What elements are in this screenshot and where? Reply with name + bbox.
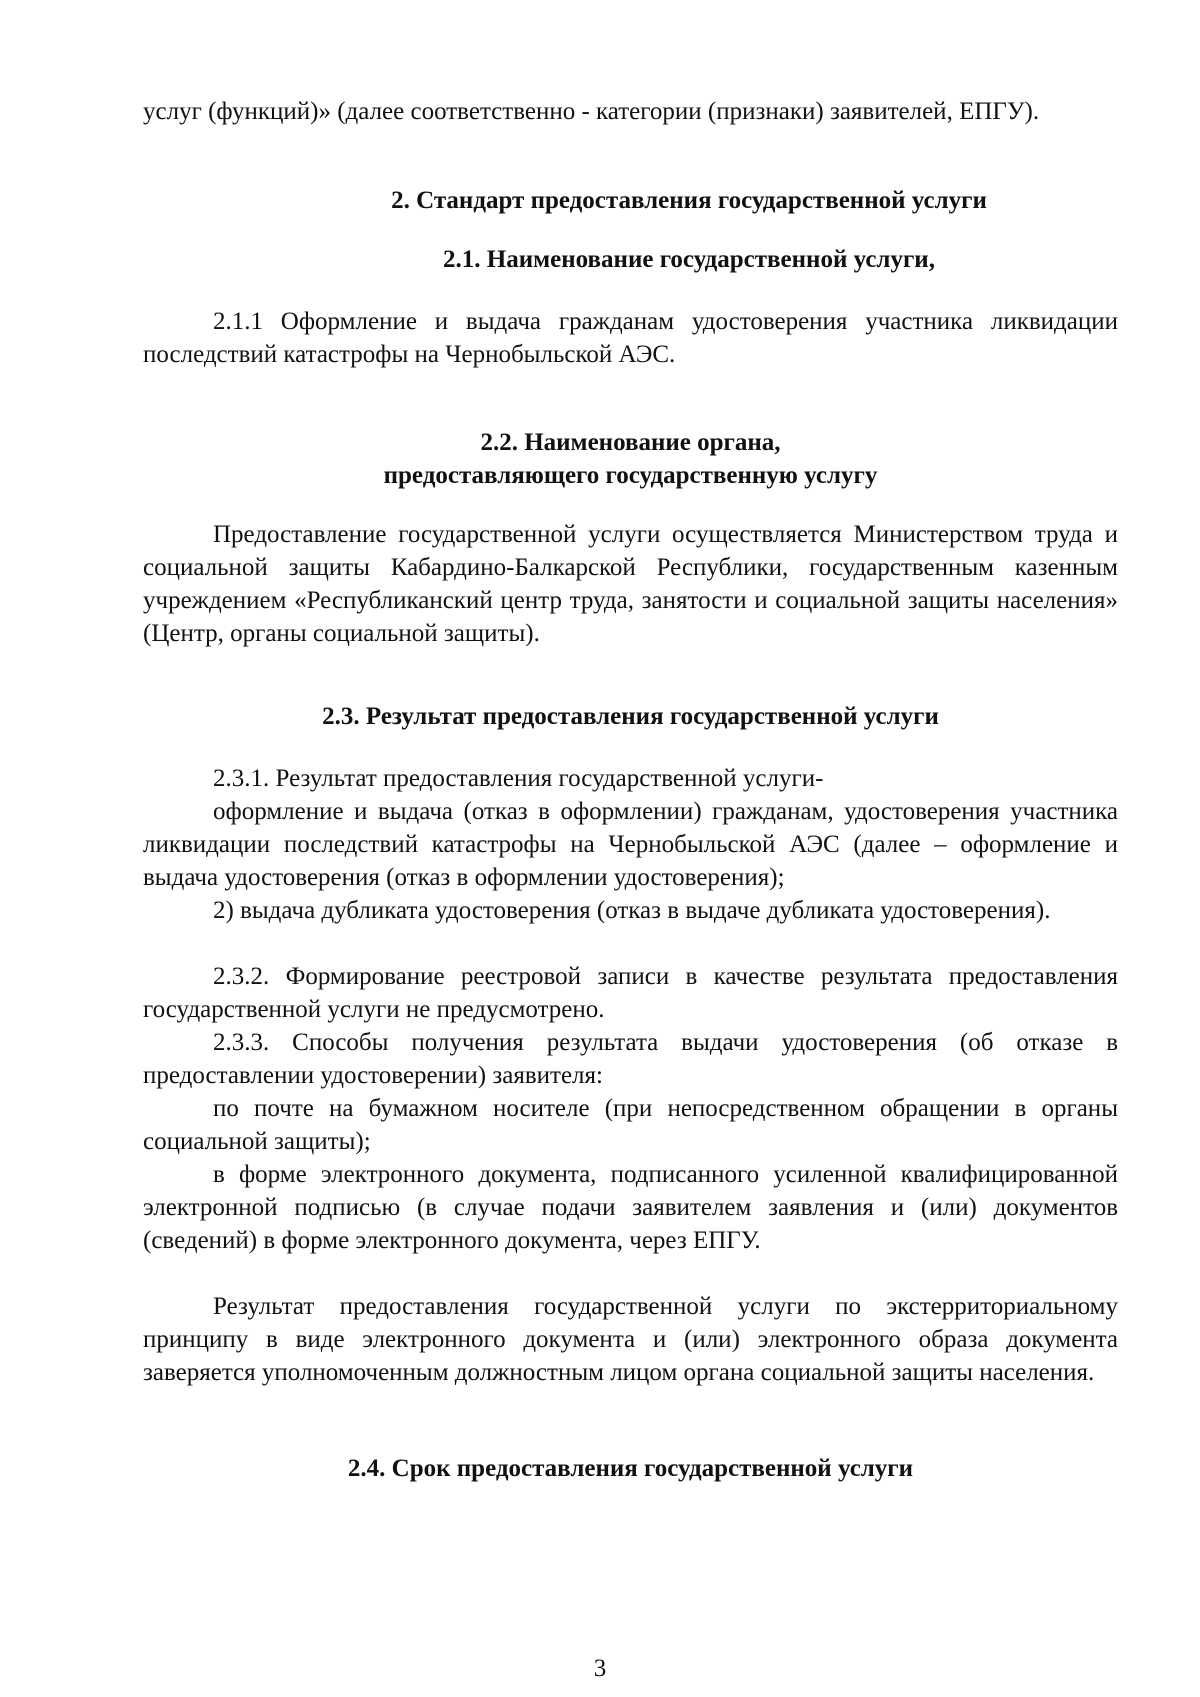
paragraph-2-3-2: 2.3.2. Формирование реестровой записи в качестве результата предоставления государственной услуги не предусмотрено. bbox=[143, 963, 1118, 1023]
section-2-2-heading-line2: предоставляющего государственную услугу bbox=[383, 462, 878, 489]
paragraph-2-2: Предоставление государственной услуги осуществляется Министерством труда и социальной защиты Кабардино-Балкарской Республики, государственным казенным учреждением «Республиканский центр труда, занятости и социальной защиты населения» (Центр, органы социальной защиты). bbox=[143, 521, 1118, 647]
paragraph-2-3-1-item1: оформление и выдача (отказ в оформлении) гражданам, удостоверения участника ликвидации последствий катастрофы на Чернобыльской АЭС (далее – оформление и выдача удостоверения (отказ в оформлении удостоверения); bbox=[143, 798, 1118, 891]
paragraph-2-3-3-mail: по почте на бумажном носителе (при непосредственном обращении в органы социальной защиты); bbox=[143, 1095, 1118, 1155]
section-2-4-heading: 2.4. Срок предоставления государственной услуги bbox=[347, 1455, 914, 1482]
section-2-heading: 2. Стандарт предоставления государственной услуги bbox=[391, 187, 987, 214]
paragraph-2-1-1: 2.1.1 Оформление и выдача гражданам удостоверения участника ликвидации последствий катастрофы на Чернобыльской АЭС. bbox=[143, 308, 1118, 368]
paragraph-2-3-3-electronic: в форме электронного документа, подписанного усиленной квалифицированной электронной подписью (в случае подачи заявителем заявления и (или) документов (сведений) в форме электронного документа, через ЕПГУ. bbox=[143, 1161, 1118, 1254]
section-2-2-heading-line1: 2.2. Наименование органа, bbox=[480, 429, 781, 456]
paragraph-2-3-1: 2.3.1. Результат предоставления государственной услуги- bbox=[213, 765, 824, 792]
paragraph-2-3-1-item2: 2) выдача дубликата удостоверения (отказ в выдаче дубликата удостоверения). bbox=[213, 897, 1051, 924]
paragraph-2-3-result: Результат предоставления государственной услуги по экстерриториальному принципу в виде электронного документа и (или) электронного образа документа заверяется уполномоченным должностным лицом органа социальной защиты населения. bbox=[143, 1293, 1118, 1386]
intro-paragraph: услуг (функций)» (далее соответственно - категории (признаки) заявителей, ЕПГУ). bbox=[143, 98, 1040, 125]
section-2-3-heading: 2.3. Результат предоставления государственной услуги bbox=[322, 703, 939, 730]
section-2-1-heading: 2.1. Наименование государственной услуги, bbox=[443, 246, 935, 273]
page-number: 3 bbox=[593, 1655, 607, 1682]
paragraph-2-3-3: 2.3.3. Способы получения результата выдачи удостоверения (об отказе в предоставлении удостоверении) заявителя: bbox=[143, 1029, 1118, 1089]
